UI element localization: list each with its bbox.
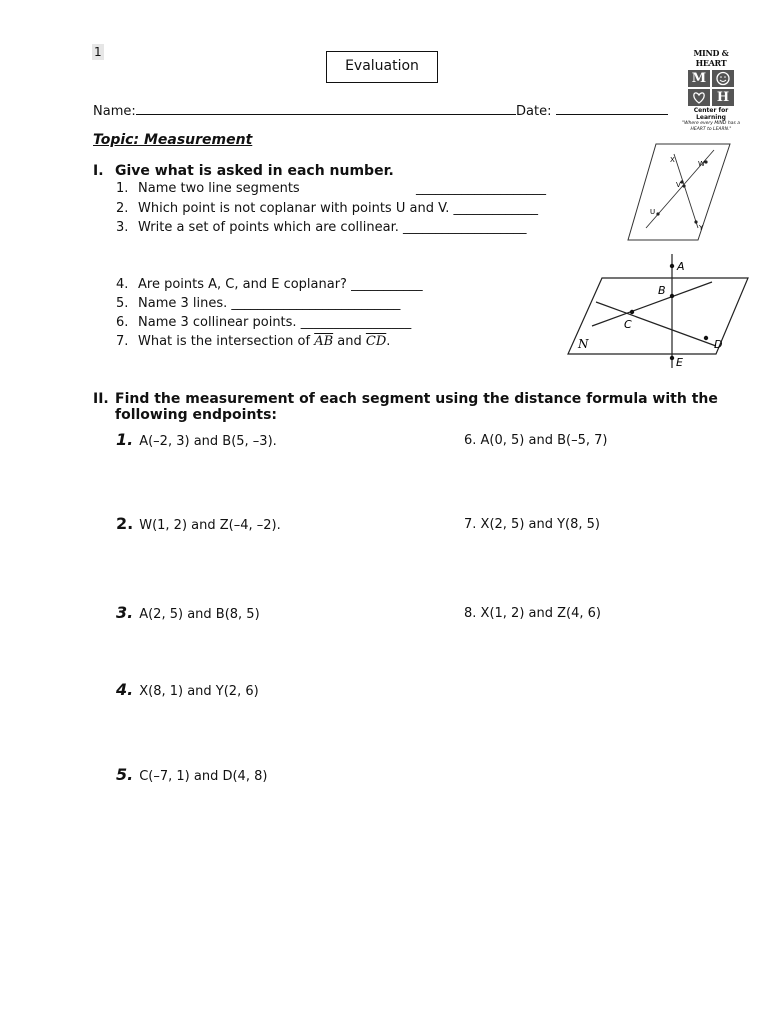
topic-heading: Topic: Measurement xyxy=(93,132,253,148)
section-2-heading xyxy=(93,391,733,423)
smiley-icon xyxy=(712,70,734,87)
line-xy xyxy=(674,154,698,228)
problem-item: 8. X(1, 2) and Z(4, 6) xyxy=(464,606,601,621)
item-number: 6. xyxy=(116,315,129,330)
problem-item: 7. X(2, 5) and Y(8, 5) xyxy=(464,517,601,532)
section-2-roman: II. xyxy=(93,391,109,407)
problem-item xyxy=(116,603,260,622)
problem-item xyxy=(116,765,267,784)
problem-text: A(2, 5) and B(8, 5) xyxy=(139,607,260,622)
logo-motto: "Where every MIND has a HEART to LEARN." xyxy=(682,121,740,132)
label-x: X xyxy=(670,156,675,164)
name-label: Name: xyxy=(93,104,136,119)
logo-grid xyxy=(678,70,744,106)
item-text: Name two line segments xyxy=(138,181,300,196)
item-text: Name 3 lines. __________________________ xyxy=(138,296,401,311)
page-title: Evaluation xyxy=(326,51,438,83)
plane-figure-2 xyxy=(566,252,750,370)
logo-letter-m: M xyxy=(688,70,710,87)
problem-number: 1. xyxy=(116,430,134,449)
problem-number: 3. xyxy=(116,603,134,622)
problem-item xyxy=(116,430,277,449)
line-cb xyxy=(592,282,712,326)
logo-letter-h: H xyxy=(712,89,734,106)
item-text: Write a set of points which are collinear. ___________________ xyxy=(138,220,527,235)
label-d: D xyxy=(714,338,723,351)
label-w: W xyxy=(698,160,705,168)
logo-subtitle: Center for Learning xyxy=(693,107,729,121)
section-1-heading xyxy=(93,163,394,179)
item-blank[interactable]: ____________________ xyxy=(416,181,546,196)
page-number: 1 xyxy=(94,45,102,59)
problem-number: 5. xyxy=(116,765,134,784)
problem-text: W(1, 2) and Z(–4, –2). xyxy=(139,518,281,533)
label-v: V xyxy=(676,181,681,189)
name-field[interactable] xyxy=(93,103,516,119)
section-1-roman: I. xyxy=(93,163,104,179)
problem-text: A(–2, 3) and B(5, –3). xyxy=(139,434,277,449)
name-blank[interactable] xyxy=(136,103,516,115)
list-item xyxy=(116,201,538,216)
label-plane-n: N xyxy=(578,337,589,351)
date-field[interactable] xyxy=(516,103,668,119)
segment-ab: $\overline{AB}$ xyxy=(314,334,334,349)
item-text: Which point is not coplanar with points U and V. _____________ xyxy=(138,201,539,216)
plane-figure-1 xyxy=(626,140,732,244)
list-item xyxy=(116,296,400,311)
list-item xyxy=(116,334,390,349)
logo-brand: MIND & HEART xyxy=(693,48,729,68)
label-u: U xyxy=(650,208,656,216)
item-text: Name 3 collinear points. _________________ xyxy=(138,315,412,330)
section-1-title: Give what is asked in each number. xyxy=(115,163,394,179)
problem-number: 4. xyxy=(116,680,134,699)
list-item xyxy=(116,277,423,292)
item-number: 4. xyxy=(116,277,129,292)
item-text: Are points A, C, and E coplanar? ___________ xyxy=(138,277,423,292)
segment-cd: $\overline{CD}$ xyxy=(365,334,387,349)
problem-text: X(8, 1) and Y(2, 6) xyxy=(139,684,259,699)
problem-text: C(–7, 1) and D(4, 8) xyxy=(139,769,268,784)
date-blank[interactable] xyxy=(556,103,668,115)
section-2-title-line2: following endpoints: xyxy=(115,407,278,423)
heart-icon xyxy=(688,89,710,106)
label-b: B xyxy=(658,284,666,297)
label-e: E xyxy=(676,356,683,369)
item-number: 7. xyxy=(116,334,129,349)
label-c: C xyxy=(624,318,632,331)
item-number: 3. xyxy=(116,220,129,235)
school-logo xyxy=(678,48,744,132)
item-text: What is the intersection of xyxy=(138,334,311,349)
item-text-end: . xyxy=(386,334,391,349)
item-number: 5. xyxy=(116,296,129,311)
list-item xyxy=(116,315,411,330)
problem-item xyxy=(116,514,281,533)
problem-number: 2. xyxy=(116,514,134,533)
problem-item xyxy=(116,680,259,699)
item-number: 2. xyxy=(116,201,129,216)
section-2-title-line1: Find the measurement of each segment using the distance formula with the xyxy=(115,391,718,407)
line-cd xyxy=(596,302,716,346)
problem-item: 6. A(0, 5) and B(–5, 7) xyxy=(464,433,608,448)
label-y: Y xyxy=(699,224,704,232)
item-text-mid: and xyxy=(337,334,362,349)
date-label: Date: xyxy=(516,104,552,119)
label-a: A xyxy=(677,260,685,273)
list-item xyxy=(116,181,300,196)
list-item xyxy=(116,220,527,235)
item-number: 1. xyxy=(116,181,129,196)
